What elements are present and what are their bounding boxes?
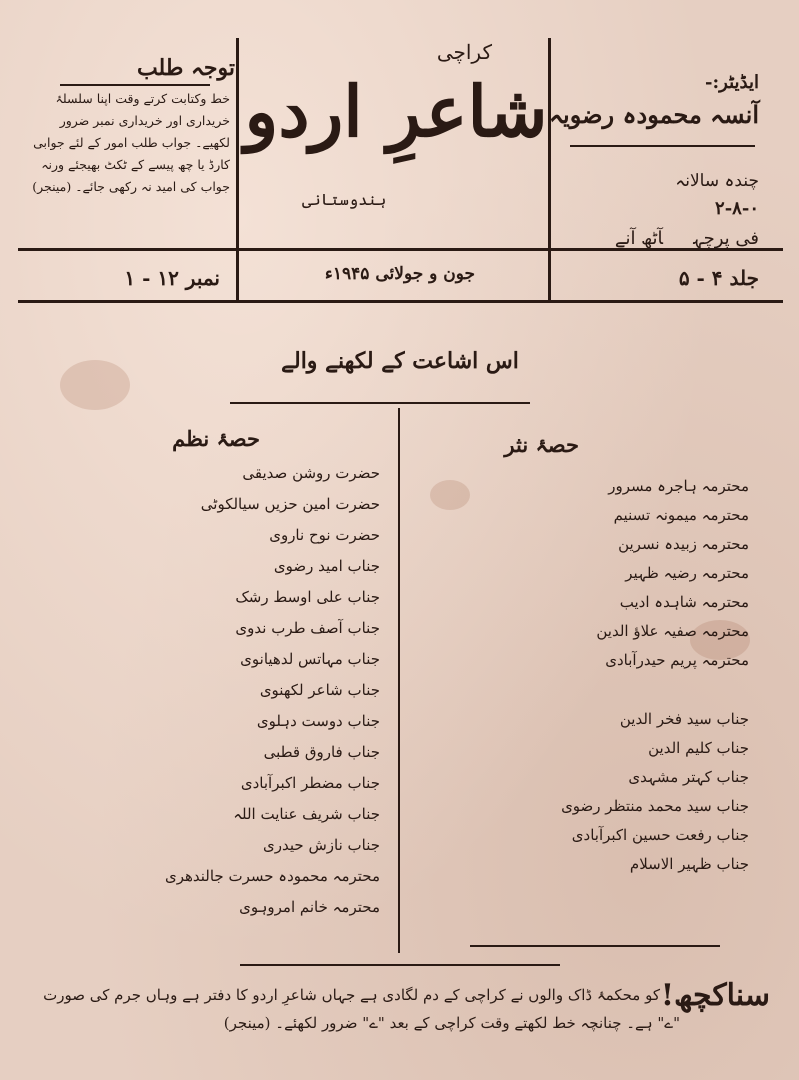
list-item: جناب نازش حیدری	[263, 836, 380, 854]
issue-date: جون و جولائی ۱۹۴۵ء	[324, 264, 476, 284]
prose-end-rule	[470, 945, 720, 947]
list-item: جناب سید فخر الدین	[619, 710, 749, 728]
list-item: جناب سید محمد منتظر رضوی	[561, 797, 749, 815]
poetry-list	[60, 458, 380, 923]
list-item: جناب دوست دہلوی	[256, 712, 380, 730]
per-issue-label: فی پرچہ	[693, 228, 759, 249]
magazine-logo	[240, 40, 552, 260]
list-item: حضرت نوح ناروی	[269, 526, 380, 544]
list-item: جناب شریف عنایت اللہ	[233, 805, 380, 823]
list-item: جناب امید رضوی	[273, 557, 380, 575]
editor-underline	[570, 145, 755, 147]
list-item: جناب فاروق قطبی	[263, 743, 380, 761]
list-item: جناب شاعر لکھنوی	[259, 681, 380, 699]
list-item: محترمہ رضیہ ظہیر	[625, 564, 749, 582]
editor-label: ایڈیٹر:-	[705, 72, 759, 93]
notice-line-1: کو محکمۂ ڈاک والوں نے کراچی کے دم لگادی ہے جہاں شاعرِ اردو کا دفتر ہے وہاں جرم کی صورت	[43, 986, 660, 1004]
contributors-title: اس اشاعت کے لکھنے والے	[281, 348, 519, 374]
attention-body: خط وکتابت کرتے وقت اپنا سلسلۂ خریداری اور خریداری نمبر ضرور لکھیے۔ جواب طلب امور کے لئے جوابی کارڈ یا چھ پیسے کے ٹکٹ بھیجئے ورنہ جواب کی امید نہ رکھی جائے۔ (مینجر)	[32, 91, 230, 194]
issue-number: نمبر ۱۲ - ۱	[124, 266, 220, 290]
notice-lead: سناکچھ!	[660, 978, 770, 1013]
list-item: محترمہ محمودہ حسرت جالندھری	[164, 867, 380, 885]
notice-line-2: "ے" ہے۔ چنانچہ خط لکھتے وقت کراچی کے بعد "ے" ضرور لکھئے۔ (مینجر)	[223, 1014, 680, 1032]
magazine-title: شاعرِ اردو	[244, 70, 548, 153]
list-item: جناب کہتر مشہدی	[628, 768, 749, 786]
city-name: کراچی	[436, 40, 492, 64]
volume-number: جلد ۴ - ۵	[678, 266, 759, 290]
list-item: جناب کلیم الدین	[648, 739, 749, 757]
attention-title: توجہ طلب	[136, 55, 235, 81]
list-item: حضرت روشن صدیقی	[242, 464, 380, 482]
notice-rule	[240, 964, 560, 966]
list-item: محترمہ شاہدہ ادیب	[619, 593, 749, 611]
list-item: جناب علی اوسط رشک	[235, 588, 380, 606]
list-item: محترمہ صفیہ علاؤ الدین	[596, 622, 749, 640]
list-item: محترمہ ہاجرہ مسرور	[608, 477, 749, 495]
prose-list	[429, 472, 749, 879]
editor-name: آنسہ محمودہ رضویہ	[548, 100, 759, 129]
contributors-underline	[230, 402, 530, 404]
paper-stain	[60, 360, 130, 410]
magazine-tagline: ہندوستانی	[302, 190, 387, 209]
list-item: محترمہ زبیدہ نسرین	[618, 535, 749, 553]
subscription-label: چندہ سالانہ	[675, 171, 759, 191]
subscription-price: ۲-۸-۰	[715, 198, 759, 219]
list-item: حضرت امین حزیں سیالکوٹی	[200, 495, 380, 513]
list-item: جناب آصف طرب ندوی	[235, 619, 380, 637]
column-divider	[398, 408, 400, 953]
prose-heading: حصۂ نثر	[504, 432, 579, 457]
per-issue-price: آٹھ آنے	[614, 228, 664, 249]
list-item: جناب مضطر اکبرآبادی	[240, 774, 380, 792]
masthead-divider-left	[236, 38, 239, 300]
masthead-rule-bottom	[18, 300, 783, 303]
poetry-heading: حصۂ نظم	[172, 426, 260, 451]
list-item: محترمہ پریم حیدرآبادی	[605, 651, 749, 669]
list-item: محترمہ میمونہ تسنیم	[613, 506, 749, 524]
list-item: جناب مہاتس لدھیانوی	[240, 650, 380, 668]
list-item: محترمہ خانم امروہوی	[239, 898, 380, 916]
list-item: جناب ظہیر الاسلام	[629, 855, 749, 873]
attention-underline	[60, 84, 210, 86]
list-item: جناب رفعت حسین اکبرآبادی	[571, 826, 749, 844]
per-issue	[539, 228, 759, 249]
